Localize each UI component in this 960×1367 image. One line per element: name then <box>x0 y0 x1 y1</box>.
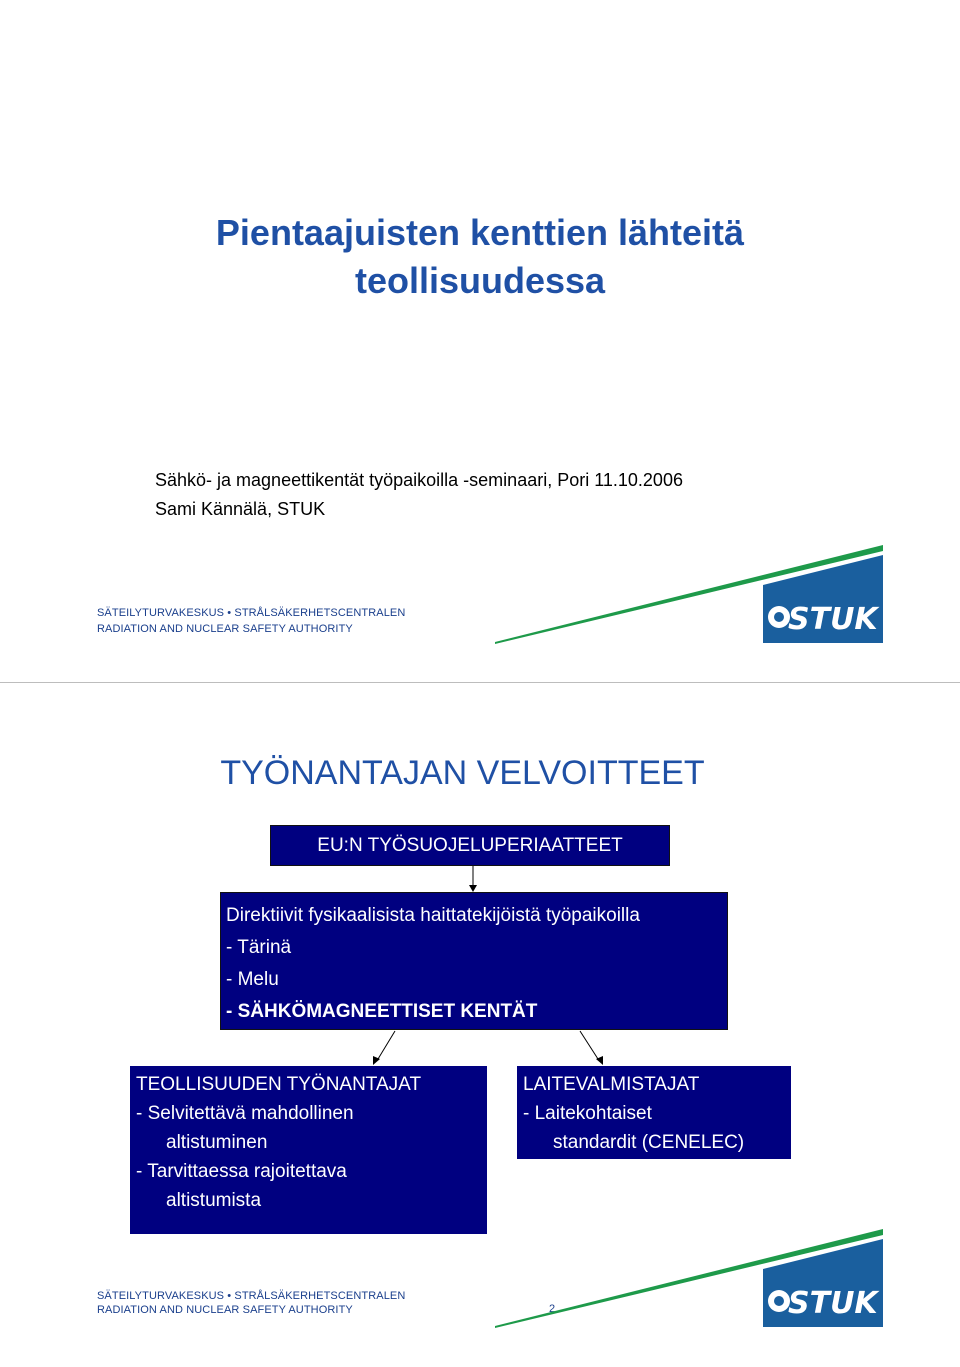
industry-item-2-cont: altistumista <box>166 1190 262 1211</box>
eu-principles-box: EU:N TYÖSUOJELUPERIAATTEET <box>270 825 670 866</box>
slide-title-line-2: teollisuudessa <box>354 260 606 301</box>
industry-employers-box <box>130 1066 487 1234</box>
slide-2 <box>0 684 960 1367</box>
org-name-line-2: RADIATION AND NUCLEAR SAFETY AUTHORITY <box>97 1304 353 1316</box>
stuk-logo-icon <box>495 545 885 645</box>
industry-item-1: - Selvitettävä mahdollinen <box>136 1103 354 1124</box>
stuk-logo-text: STUK <box>788 1286 878 1321</box>
org-name-line-2: RADIATION AND NUCLEAR SAFETY AUTHORITY <box>97 623 353 635</box>
industry-item-2: - Tarvittaessa rajoitettava <box>136 1161 347 1182</box>
industry-employers-title: TEOLLISUUDEN TYÖNANTAJAT <box>136 1074 422 1095</box>
org-name-line-1: SÄTEILYTURVAKESKUS • STRÅLSÄKERHETSCENTRALEN <box>97 1290 406 1302</box>
manufacturers-title: LAITEVALMISTAJAT <box>523 1074 700 1095</box>
manufacturers-item-1: - Laitekohtaiset <box>523 1103 652 1124</box>
directive-item-emf: - SÄHKÖMAGNEETTISET KENTÄT <box>226 1001 538 1022</box>
slide-title-line-1: Pientaajuisten kenttien lähteitä <box>215 212 745 253</box>
manufacturers-item-1-cont: standardit (CENELEC) <box>553 1132 745 1153</box>
directive-item-noise: - Melu <box>226 969 279 990</box>
org-name-line-1: SÄTEILYTURVAKESKUS • STRÅLSÄKERHETSCENTRALEN <box>97 607 406 619</box>
stuk-logo-icon <box>495 1229 885 1329</box>
manufacturers-box <box>517 1066 791 1159</box>
slide-2-heading: TYÖNANTAJAN VELVOITTEET <box>220 754 705 792</box>
industry-item-1-cont: altistuminen <box>166 1132 268 1153</box>
page-number: 2 <box>549 1303 556 1315</box>
author-line: Sami Kännälä, STUK <box>155 499 326 519</box>
directive-box <box>220 892 728 1030</box>
stuk-logo-text: STUK <box>788 602 878 637</box>
slide-1 <box>0 0 960 682</box>
directive-title: Direktiivit fysikaalisista haittatekijöistä työpaikoilla <box>226 905 640 926</box>
seminar-subtitle: Sähkö- ja magneettikentät työpaikoilla -seminaari, Pori 11.10.2006 <box>155 470 683 490</box>
directive-item-vibration: - Tärinä <box>226 937 292 958</box>
slide-divider <box>0 682 960 683</box>
